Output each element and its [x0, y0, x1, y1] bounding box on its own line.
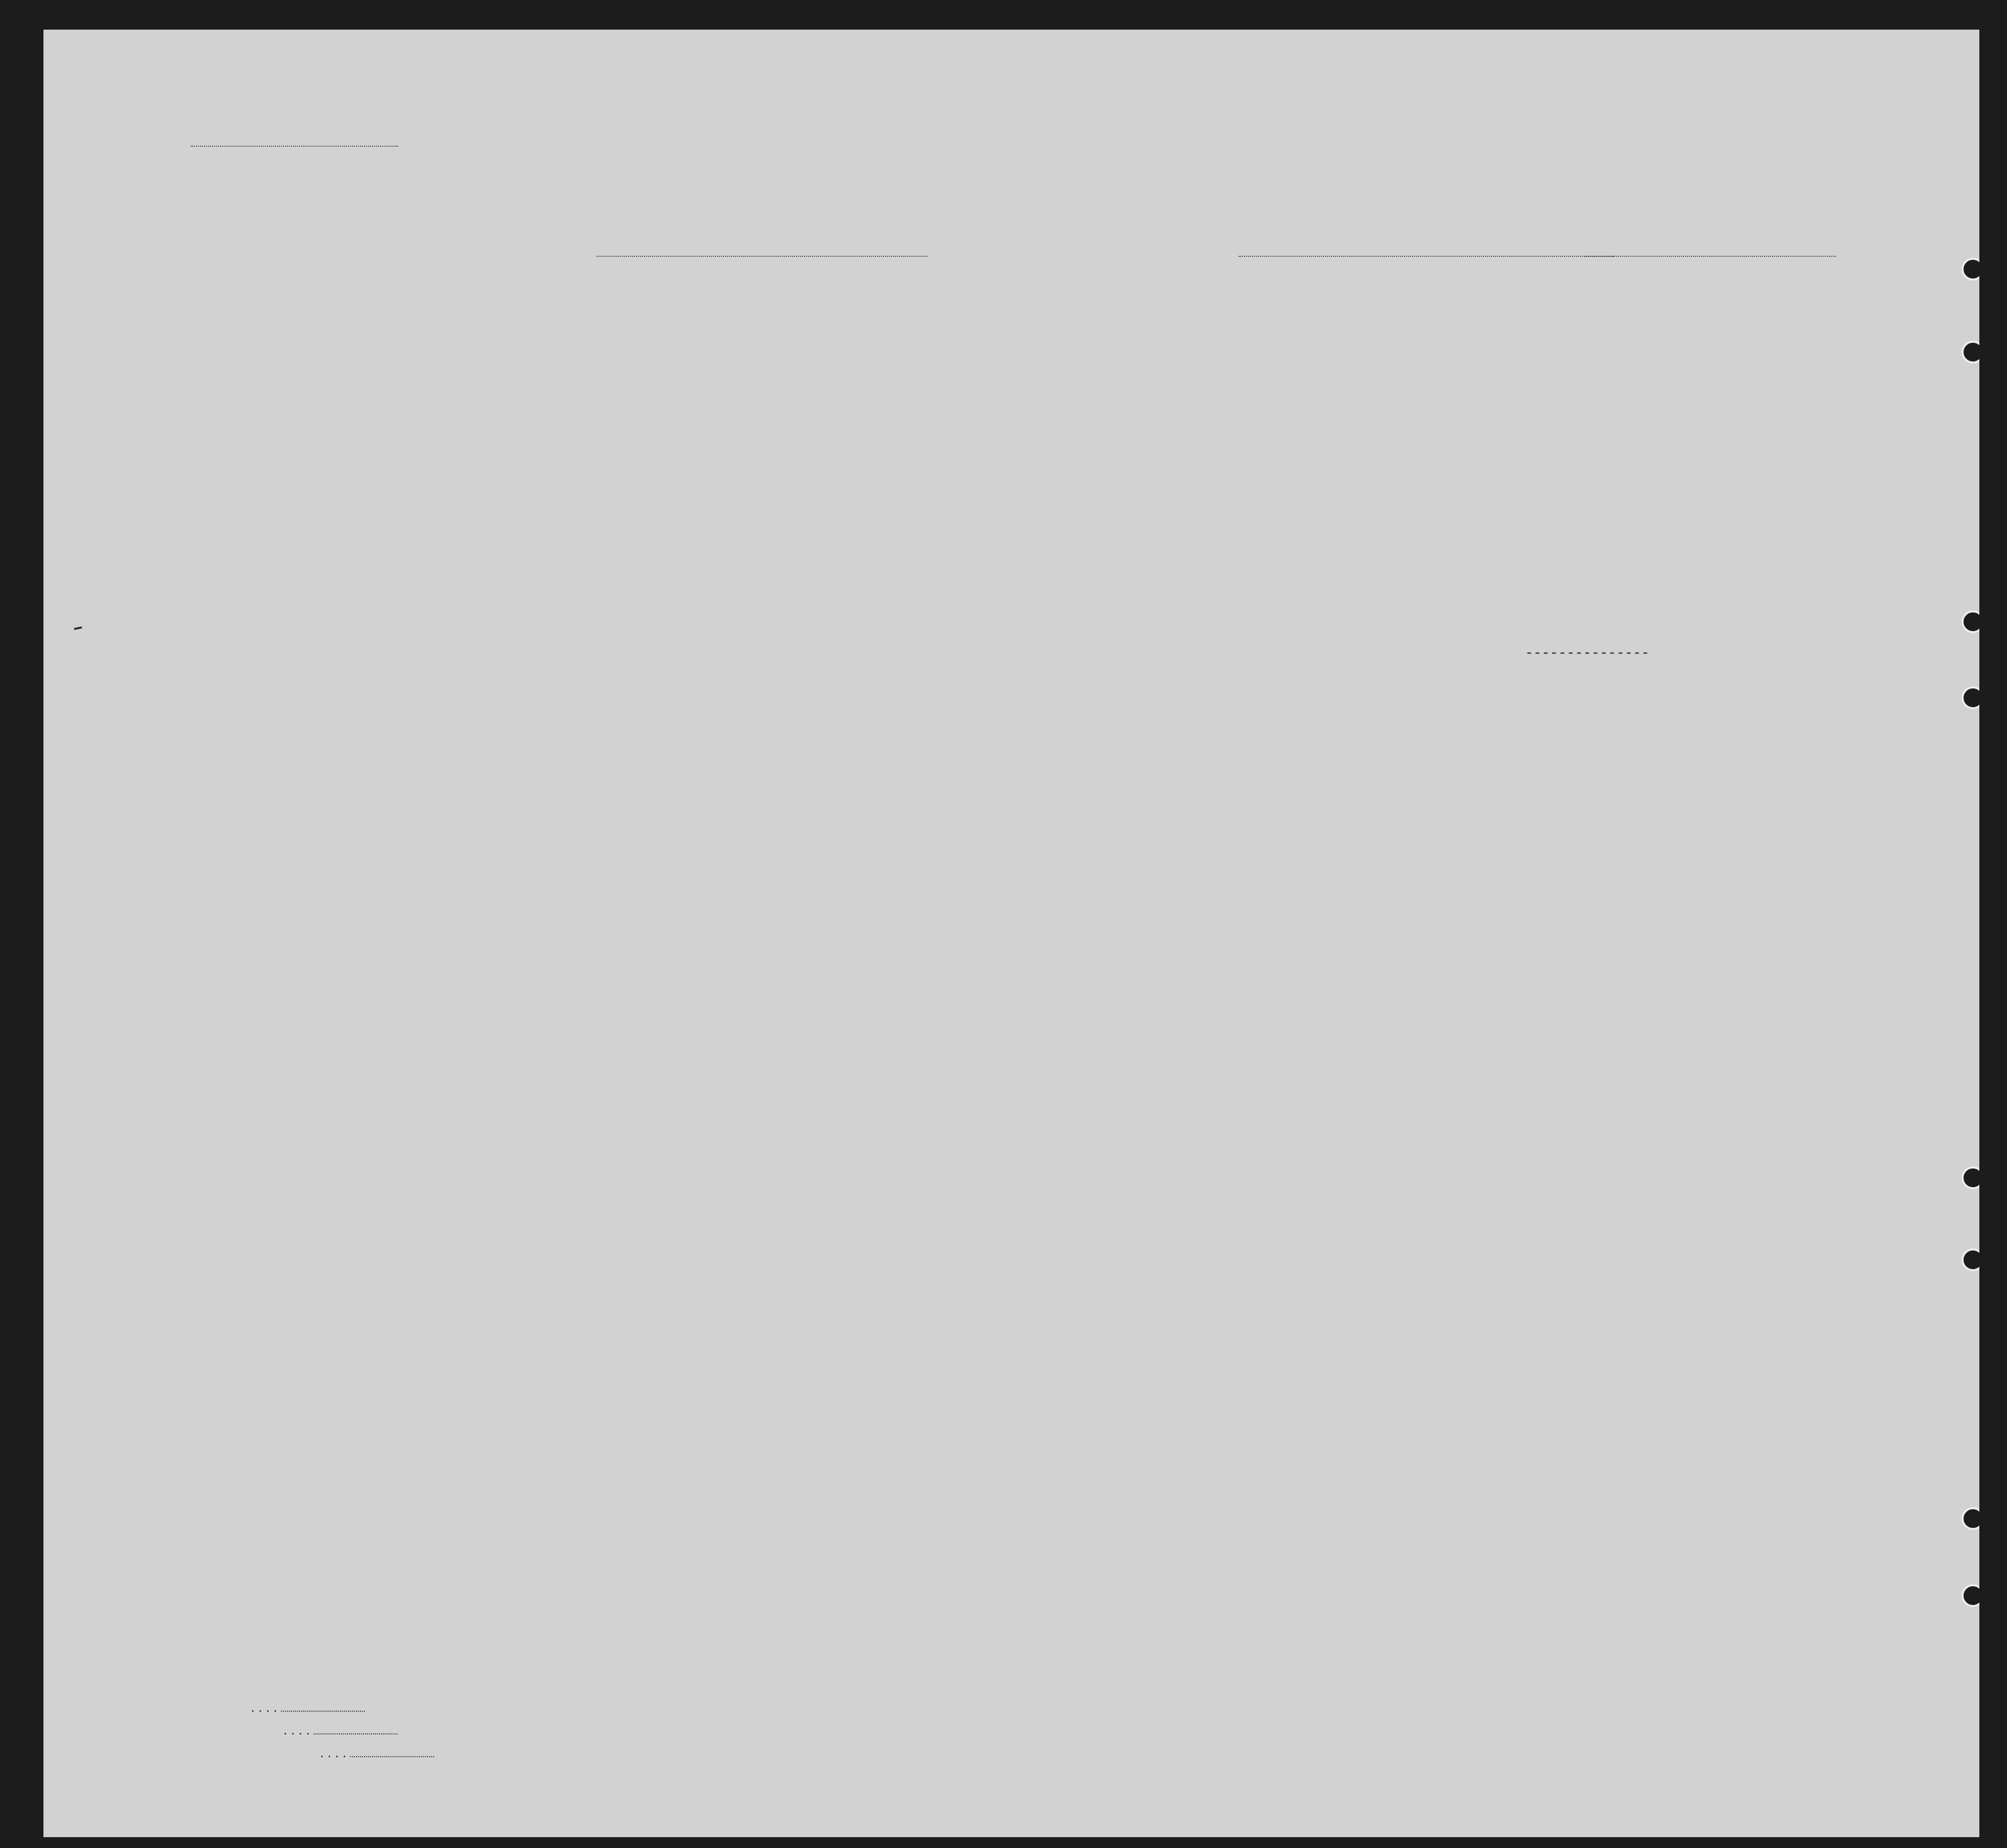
date-underline — [1584, 256, 1836, 257]
ship-underline — [597, 256, 927, 257]
port-underline — [1239, 256, 1614, 257]
footer-us-citizens: . . . . — [283, 1724, 398, 1737]
table-grid — [43, 30, 1979, 1837]
visa-dash-line: --------------- — [1525, 646, 1650, 661]
list-underline — [191, 146, 398, 147]
manifest-sheet — [43, 30, 1979, 1837]
footer-aliens: . . . . — [320, 1746, 434, 1760]
footer-total-passengers: . . . . — [251, 1701, 365, 1715]
